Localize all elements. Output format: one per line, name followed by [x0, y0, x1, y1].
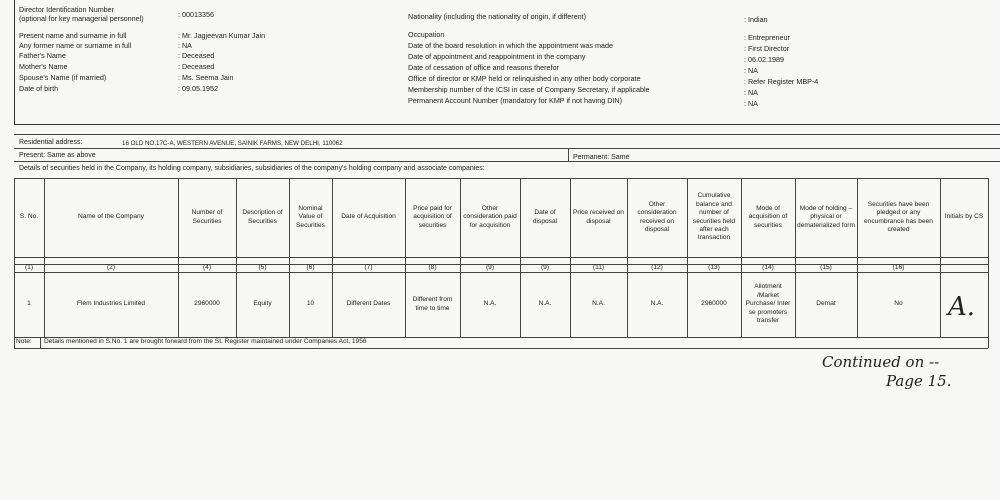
column-header: Nominal Value of Securities	[296, 204, 325, 229]
residential-address-label: Residential address:	[19, 139, 83, 146]
field-label: Date of birth	[19, 84, 59, 93]
column-header: S. No.	[19, 213, 39, 221]
field-label: Permanent Account Number (mandatory for KMP if not having DIN)	[408, 96, 622, 105]
column-header: Date of Acquisition	[341, 213, 396, 221]
permanent-divider	[568, 149, 569, 161]
cs-initials-signature: A.	[948, 292, 976, 322]
field-value: : 06.02.1989	[744, 55, 784, 64]
field-value: : NA	[744, 88, 758, 97]
column-number: (9)	[485, 263, 495, 271]
table-cell: N.A.	[538, 300, 552, 308]
field-value: : NA	[744, 99, 758, 108]
table-cell: Flem Industries Limited	[76, 300, 146, 308]
column-number: (13)	[708, 263, 720, 271]
field-label: Date of the board resolution in which the appointment was made	[408, 41, 613, 50]
field-value: : 09.05.1952	[178, 84, 218, 93]
field-label: Occupation	[408, 30, 445, 39]
field-value: : 00013356	[178, 10, 214, 19]
table-cell: Allotment /Market Purchase/ Inter se promoters transfer	[745, 283, 791, 325]
address-mid-rule	[14, 148, 1000, 149]
column-number: (6)	[306, 263, 315, 271]
column-number: (5)	[258, 263, 267, 271]
note-label: Note:	[16, 338, 32, 346]
securities-details-heading: Details of securities held in the Company, its holding company, subsidiaries, subsidiaries of the company's holding company and associate companies:	[19, 165, 485, 172]
column-number: (7)	[364, 263, 373, 271]
continued-note-line2: Page 15.	[886, 372, 952, 390]
field-label: Nationality (including the nationality of origin, if different)	[408, 12, 587, 21]
continued-note-line1: Continued on --	[822, 353, 940, 371]
column-number: (9)	[540, 263, 550, 271]
column-header: Other consideration received on disposal	[637, 200, 677, 233]
column-number: (12)	[651, 263, 663, 271]
permanent-address: Permanent: Same	[573, 154, 630, 161]
table-row-rule	[14, 257, 988, 258]
field-value: : Indian	[744, 15, 768, 24]
address-bottom-rule	[14, 161, 1000, 162]
table-cell: N.A.	[650, 300, 664, 308]
column-number: (4)	[202, 263, 212, 271]
column-header: Description of Securities	[242, 209, 283, 225]
field-value: : Deceased	[178, 51, 215, 60]
table-col-rule	[988, 178, 989, 348]
field-value: : Deceased	[178, 62, 215, 71]
field-label-sub: (optional for key managerial personnel)	[19, 14, 144, 23]
column-header: Securities have been pledged or any encumbrance has been created	[864, 200, 933, 233]
present-address: Present: Same as above	[19, 152, 96, 159]
table-row-rule	[14, 348, 988, 349]
residential-address-value: 16 OLD NO.17C-A, WESTERN AVENUE, SAINIK FARMS, NEW DELHI, 110062	[122, 140, 343, 147]
field-value: : Mr. Jagjeevan Kumar Jain	[178, 31, 266, 40]
column-number	[940, 264, 988, 272]
field-label: Office of director or KMP held or relinquished in any other body corporate	[408, 74, 641, 83]
table-cell: 10	[306, 300, 315, 308]
column-header: Price received on disposal	[573, 209, 624, 225]
field-value: : Entrepreneur	[744, 33, 790, 42]
column-number: (15)	[820, 263, 832, 271]
column-header: Price paid for acquisition of securities	[413, 204, 452, 229]
column-header: Mode of holding – physical or dematerialized form	[797, 204, 855, 229]
field-label: Present name and surname in full	[19, 31, 127, 40]
table-cell: Different from time to time	[412, 296, 453, 312]
table-cell: 1	[27, 300, 31, 308]
column-header: Cumulative balance and number of securities held after each transaction	[692, 192, 736, 242]
column-header: Other consideration paid for acquisition	[463, 204, 517, 229]
table-cell: Equity	[253, 300, 272, 308]
field-label: Any former name or surname in full	[19, 41, 132, 50]
table-cell: 2960000	[194, 300, 220, 308]
field-label: Father's Name	[19, 51, 66, 60]
table-cell: N.A.	[483, 300, 497, 308]
field-value: : NA	[744, 66, 758, 75]
field-label: Mother's Name	[19, 62, 68, 71]
field-label: Director Identification Number	[19, 5, 115, 14]
column-number: (8)	[428, 263, 437, 271]
field-label: Date of appointment and reappointment in the company	[408, 52, 586, 61]
address-top-rule	[14, 134, 1000, 135]
column-number: (1)	[24, 263, 34, 271]
table-cell: Demat	[816, 300, 836, 308]
column-header: Date of disposal	[532, 209, 558, 225]
column-number: (14)	[762, 263, 774, 271]
column-number: (16)	[892, 263, 905, 271]
table-cell: 2960000	[701, 300, 727, 308]
field-value: : First Director	[744, 44, 790, 53]
field-value: : Ms. Seema Jain	[178, 73, 234, 82]
field-label: Date of cessation of office and reasons therefor	[408, 63, 559, 72]
table-cell: N.A.	[592, 300, 605, 308]
table-cell: No	[894, 300, 903, 308]
column-header: Name of the Company	[78, 213, 144, 221]
column-header: Number of Securities	[191, 209, 223, 225]
column-header: Mode of acquisition of securities	[748, 204, 788, 229]
column-header: Initials by CS	[944, 213, 984, 221]
field-label: Spouse's Name (if married)	[19, 73, 107, 82]
table-cell: Different Dates	[346, 300, 391, 308]
field-value: : Refer Register MBP-4	[744, 77, 819, 86]
note-text: Details mentioned in S.No. 1 are brought forward from the St. Register maintained under Companies Act, 1956	[44, 338, 367, 346]
column-number: (11)	[592, 263, 605, 271]
note-divider	[40, 337, 41, 348]
field-value: : NA	[178, 41, 192, 50]
column-number: (2)	[106, 263, 116, 271]
field-label: Membership number of the ICSI in case of Company Secretary, if applicable	[408, 85, 650, 94]
table-cell	[940, 272, 988, 337]
